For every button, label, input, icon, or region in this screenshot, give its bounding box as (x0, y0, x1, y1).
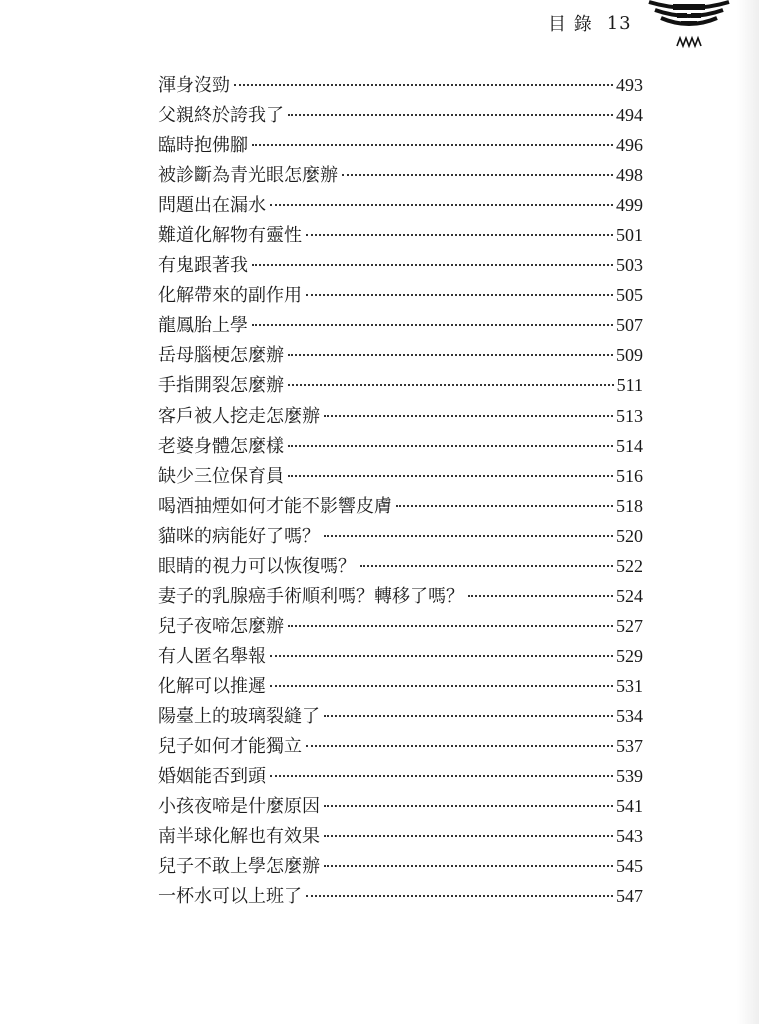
toc-entry-page: 545 (616, 856, 643, 877)
toc-entry (158, 881, 643, 911)
toc-entry-title: 兒子不敢上學怎麼辦 (158, 856, 320, 878)
toc-entry (158, 521, 643, 551)
toc-entry-title: 婚姻能否到頭 (158, 766, 266, 788)
toc-entry-page: 522 (616, 555, 643, 576)
toc-entry-page: 494 (616, 105, 643, 126)
toc-entry-title: 臨時抱佛腳 (158, 135, 248, 157)
toc-entry-title: 兒子如何才能獨立 (158, 736, 302, 758)
toc-entry-title: 客戶被人挖走怎麼辦 (158, 405, 320, 427)
page-edge-shadow (737, 0, 759, 1024)
toc-entry-title: 眼睛的視力可以恢復嗎？ (158, 555, 356, 577)
toc-leader-dots (288, 354, 613, 356)
toc-entry (158, 821, 643, 851)
toc-entry-page: 509 (616, 345, 643, 366)
toc-entry (158, 130, 643, 160)
toc-entry-title: 手指開裂怎麼辦 (158, 375, 284, 397)
toc-leader-dots (324, 535, 613, 537)
bagua-trigram-icon (643, 0, 735, 52)
table-of-contents (158, 70, 643, 911)
header-page-number: 13 (606, 12, 632, 34)
toc-entry-page: 514 (616, 435, 643, 456)
toc-entry-title: 難道化解物有靈性 (158, 225, 302, 247)
toc-leader-dots (288, 625, 613, 627)
toc-entry (158, 250, 643, 280)
toc-entry-page: 541 (616, 796, 643, 817)
toc-entry-page: 501 (616, 225, 643, 246)
toc-entry (158, 851, 643, 881)
toc-entry-page: 507 (616, 315, 643, 336)
running-header (548, 8, 632, 38)
toc-entry (158, 70, 643, 100)
toc-entry (158, 401, 643, 431)
toc-entry-page: 534 (616, 705, 643, 726)
toc-entry-title: 龍鳳胎上學 (158, 315, 248, 337)
toc-entry (158, 761, 643, 791)
toc-leader-dots (252, 324, 613, 326)
toc-leader-dots (396, 505, 613, 507)
toc-leader-dots (252, 264, 613, 266)
toc-entry-title: 問題出在漏水 (158, 195, 266, 217)
toc-entry-title: 缺少三位保育員 (158, 465, 284, 487)
toc-entry (158, 220, 643, 250)
toc-entry (158, 431, 643, 461)
toc-entry (158, 280, 643, 310)
toc-entry-title: 兒子夜啼怎麼辦 (158, 615, 284, 637)
toc-entry-title: 陽臺上的玻璃裂縫了 (158, 705, 320, 727)
toc-entry (158, 791, 643, 821)
toc-leader-dots (468, 595, 613, 597)
toc-entry (158, 671, 643, 701)
toc-entry (158, 731, 643, 761)
toc-leader-dots (306, 294, 613, 296)
toc-entry-title: 父親終於誇我了 (158, 105, 284, 127)
toc-leader-dots (360, 565, 613, 567)
toc-leader-dots (324, 835, 613, 837)
toc-entry-title: 小孩夜啼是什麼原因 (158, 796, 320, 818)
toc-leader-dots (288, 384, 614, 386)
toc-leader-dots (342, 174, 613, 176)
toc-entry-page: 547 (616, 886, 643, 907)
toc-entry-page: 527 (616, 615, 643, 636)
toc-leader-dots (270, 685, 613, 687)
toc-entry-page: 503 (616, 255, 643, 276)
toc-entry-title: 化解可以推遲 (158, 675, 266, 697)
toc-entry-page: 493 (616, 75, 643, 95)
toc-leader-dots (324, 415, 613, 417)
toc-entry (158, 701, 643, 731)
toc-entry (158, 461, 643, 491)
toc-leader-dots (288, 445, 613, 447)
toc-entry-title: 被診斷為青光眼怎麼辦 (158, 165, 338, 187)
toc-entry (158, 551, 643, 581)
toc-entry (158, 100, 643, 130)
toc-entry-title: 老婆身體怎麼樣 (158, 435, 284, 457)
toc-entry-title: 有鬼跟著我 (158, 255, 248, 277)
toc-entry-page: 524 (616, 585, 643, 606)
toc-entry-page: 513 (616, 405, 643, 426)
toc-entry-page: 529 (616, 645, 643, 666)
toc-leader-dots (324, 865, 613, 867)
toc-entry-page: 499 (616, 195, 643, 216)
toc-entry-page: 520 (616, 525, 643, 546)
toc-leader-dots (288, 475, 613, 477)
toc-entry-page: 505 (616, 285, 643, 306)
toc-entry-title: 有人匿名舉報 (158, 645, 266, 667)
toc-entry-page: 496 (616, 135, 643, 156)
toc-entry (158, 370, 643, 400)
toc-leader-dots (252, 144, 613, 146)
toc-entry (158, 160, 643, 190)
toc-entry-title: 南半球化解也有效果 (158, 826, 320, 848)
toc-entry (158, 340, 643, 370)
toc-entry (158, 611, 643, 641)
toc-entry-page: 537 (616, 736, 643, 757)
toc-leader-dots (306, 234, 613, 236)
toc-entry (158, 581, 643, 611)
toc-entry-title: 渾身沒勁 (158, 75, 230, 96)
toc-entry-page: 511 (616, 375, 643, 396)
toc-leader-dots (234, 84, 613, 86)
toc-entry-title: 一杯水可以上班了 (158, 886, 302, 908)
toc-entry-page: 518 (616, 495, 643, 516)
toc-entry-page: 531 (616, 675, 643, 696)
toc-entry-title: 妻子的乳腺癌手術順利嗎？轉移了嗎？ (158, 585, 464, 607)
toc-entry-page: 539 (616, 766, 643, 787)
toc-entry (158, 641, 643, 671)
toc-entry-page: 516 (616, 465, 643, 486)
toc-leader-dots (270, 655, 613, 657)
toc-leader-dots (306, 895, 613, 897)
toc-entry-page: 498 (616, 165, 643, 186)
header-section-title: 目 錄 (548, 14, 593, 35)
toc-entry-title: 化解帶來的副作用 (158, 285, 302, 307)
toc-entry (158, 310, 643, 340)
toc-entry-title: 貓咪的病能好了嗎？ (158, 525, 320, 547)
toc-entry (158, 190, 643, 220)
toc-leader-dots (288, 114, 613, 116)
toc-entry-title: 喝酒抽煙如何才能不影響皮膚 (158, 495, 392, 517)
toc-leader-dots (270, 204, 613, 206)
toc-entry (158, 491, 643, 521)
toc-entry-page: 543 (616, 826, 643, 847)
toc-leader-dots (324, 805, 613, 807)
toc-leader-dots (324, 715, 613, 717)
toc-entry-title: 岳母腦梗怎麼辦 (158, 345, 284, 367)
toc-leader-dots (270, 775, 613, 777)
toc-leader-dots (306, 745, 613, 747)
